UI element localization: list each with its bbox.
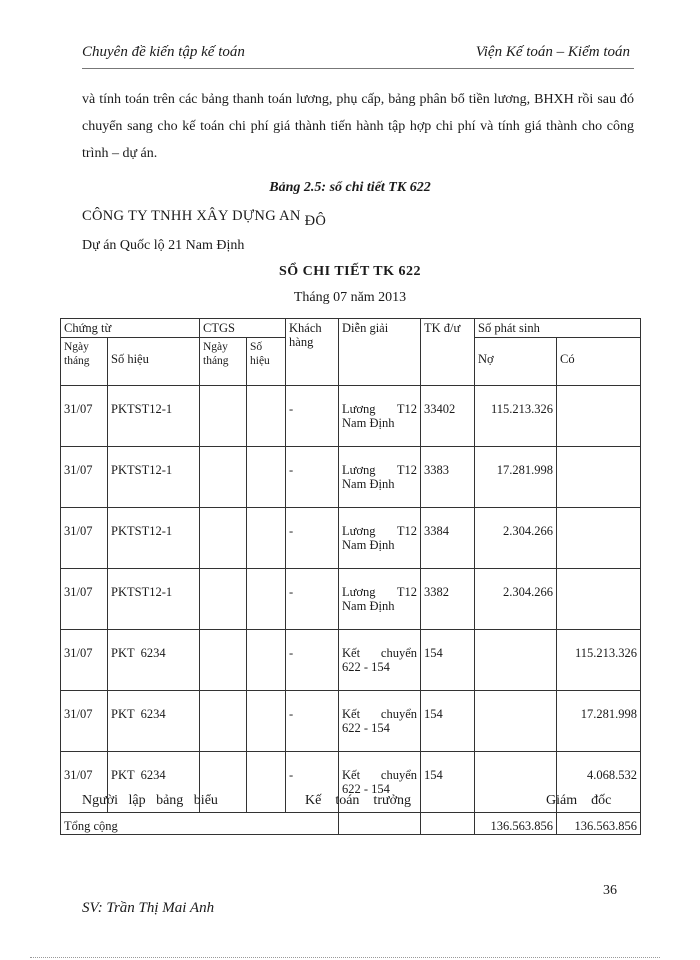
cell-desc [339, 569, 421, 630]
col-ctgs-so-hieu: Số hiệu [247, 338, 286, 386]
table-caption: Bảng 2.5: sổ chi tiết TK 622 [269, 180, 431, 195]
table-row [61, 508, 641, 569]
cell-ctgs-date [200, 447, 247, 508]
cell-credit: 4.068.532 [557, 752, 641, 813]
cell-ctgs-no [247, 508, 286, 569]
cell-credit [557, 386, 641, 447]
total-debit: 136.563.856 [475, 813, 557, 835]
desc-line-1: Lương T12 [342, 463, 418, 477]
total-desc [339, 813, 421, 835]
ledger-table [60, 318, 641, 835]
col-no: Nợ [475, 338, 557, 386]
desc-line-1: Kết chuyển [342, 646, 418, 660]
cell-ctgs-date [200, 508, 247, 569]
cell-account: 3383 [421, 447, 475, 508]
project-name: Dự án Quốc lộ 21 Nam Định [82, 238, 245, 253]
cell-doc: PKTST12-1 [108, 447, 200, 508]
col-so-phat-sinh: Số phát sinh [475, 319, 641, 338]
cell-desc [339, 508, 421, 569]
cell-credit: 17.281.998 [557, 691, 641, 752]
cell-customer: - [286, 508, 339, 569]
desc-line-2: Nam Định [342, 416, 395, 430]
cell-date: 31/07 [61, 752, 108, 813]
cell-debit [475, 691, 557, 752]
col-dien-giai: Diễn giải [339, 319, 421, 386]
cell-ctgs-date [200, 569, 247, 630]
cell-customer: - [286, 691, 339, 752]
cell-customer: - [286, 752, 339, 813]
cell-ctgs-no [247, 752, 286, 813]
col-ngay-thang: Ngày tháng [61, 338, 108, 386]
desc-line-2: 622 - 154 [342, 782, 390, 796]
desc-line-1: Lương T12 [342, 585, 418, 599]
cell-ctgs-no [247, 447, 286, 508]
cell-account: 154 [421, 752, 475, 813]
cell-account: 33402 [421, 386, 475, 447]
total-row [61, 813, 641, 835]
header-rule [82, 68, 634, 69]
cell-date: 31/07 [61, 386, 108, 447]
cell-date: 31/07 [61, 508, 108, 569]
cell-credit [557, 447, 641, 508]
cell-ctgs-no [247, 386, 286, 447]
cell-credit [557, 508, 641, 569]
page-number: 36 [603, 883, 617, 898]
desc-line-1: Lương T12 [342, 524, 418, 538]
cell-credit [557, 569, 641, 630]
table-row [61, 386, 641, 447]
cell-debit: 2.304.266 [475, 508, 557, 569]
cell-date: 31/07 [61, 569, 108, 630]
desc-line-2: 622 - 154 [342, 721, 390, 735]
signature-chief-accountant: Kế toán trưởng [305, 793, 411, 808]
cell-doc: PKTST12-1 [108, 386, 200, 447]
cell-date: 31/07 [61, 447, 108, 508]
cell-ctgs-date [200, 630, 247, 691]
cell-ctgs-no [247, 691, 286, 752]
total-account [421, 813, 475, 835]
cell-desc [339, 691, 421, 752]
cell-desc [339, 630, 421, 691]
cell-doc: PKTST12-1 [108, 569, 200, 630]
cell-doc: PKT 6234 [108, 752, 200, 813]
cell-account: 154 [421, 630, 475, 691]
body-paragraph: và tính toán trên các bảng thanh toán lương, phụ cấp, bảng phân bổ tiền lương, BHXH rồi sau đó chuyển sang cho kế toán chi phí giá thành tiến hành tập hợp chi phí và tính giá thành cho công trình – dự án. [82, 92, 634, 161]
desc-line-1: Kết chuyển [342, 768, 418, 782]
footer-rule [30, 957, 660, 958]
cell-credit: 115.213.326 [557, 630, 641, 691]
col-chung-tu: Chứng từ [61, 319, 200, 338]
signature-preparer: Người lập bảng biểu [82, 793, 218, 808]
cell-ctgs-date [200, 691, 247, 752]
signature-director: Giám đốc [546, 793, 612, 808]
table-row [61, 569, 641, 630]
cell-ctgs-no [247, 569, 286, 630]
desc-line-1: Lương T12 [342, 402, 418, 416]
cell-date: 31/07 [61, 691, 108, 752]
cell-doc: PKTST12-1 [108, 508, 200, 569]
table-row [61, 447, 641, 508]
cell-customer: - [286, 447, 339, 508]
ledger-title: SỔ CHI TIẾT TK 622 [278, 264, 422, 279]
table-row [61, 691, 641, 752]
total-credit: 136.563.856 [557, 813, 641, 835]
cell-customer: - [286, 569, 339, 630]
company-name-main: CÔNG TY TNHH XÂY DỰNG AN [82, 208, 301, 224]
ledger-period: Tháng 07 năm 2013 [293, 290, 407, 305]
cell-customer: - [286, 386, 339, 447]
cell-account: 154 [421, 691, 475, 752]
cell-debit [475, 630, 557, 691]
cell-doc: PKT 6234 [108, 630, 200, 691]
footer-student: SV: Trần Thị Mai Anh [82, 900, 215, 916]
header-row-1 [61, 319, 641, 338]
cell-debit: 115.213.326 [475, 386, 557, 447]
desc-line-2: Nam Định [342, 477, 395, 491]
col-so-hieu: Số hiệu [108, 338, 200, 386]
col-ctgs: CTGS [200, 319, 286, 338]
header-left: Chuyên đề kiến tập kế toán [82, 44, 245, 60]
cell-debit: 17.281.998 [475, 447, 557, 508]
cell-desc [339, 447, 421, 508]
cell-ctgs-no [247, 630, 286, 691]
cell-account: 3382 [421, 569, 475, 630]
cell-debit [475, 752, 557, 813]
table-row [61, 630, 641, 691]
desc-line-2: 622 - 154 [342, 660, 390, 674]
header-right: Viện Kế toán – Kiểm toán [475, 44, 630, 60]
col-khach-hang: Khách hàng [286, 319, 339, 386]
total-label: Tổng cộng [61, 813, 339, 835]
col-co: Có [557, 338, 641, 386]
cell-account: 3384 [421, 508, 475, 569]
col-ctgs-ngay-thang: Ngày tháng [200, 338, 247, 386]
company-name-tail: ĐÔ [304, 213, 327, 229]
desc-line-2: Nam Định [342, 538, 395, 552]
col-tk-du: TK đ/ư [421, 319, 475, 386]
cell-date: 31/07 [61, 630, 108, 691]
cell-ctgs-date [200, 386, 247, 447]
cell-debit: 2.304.266 [475, 569, 557, 630]
cell-desc [339, 386, 421, 447]
desc-line-1: Kết chuyển [342, 707, 418, 721]
cell-customer: - [286, 630, 339, 691]
desc-line-2: Nam Định [342, 599, 395, 613]
cell-doc: PKT 6234 [108, 691, 200, 752]
company-name [82, 208, 327, 229]
